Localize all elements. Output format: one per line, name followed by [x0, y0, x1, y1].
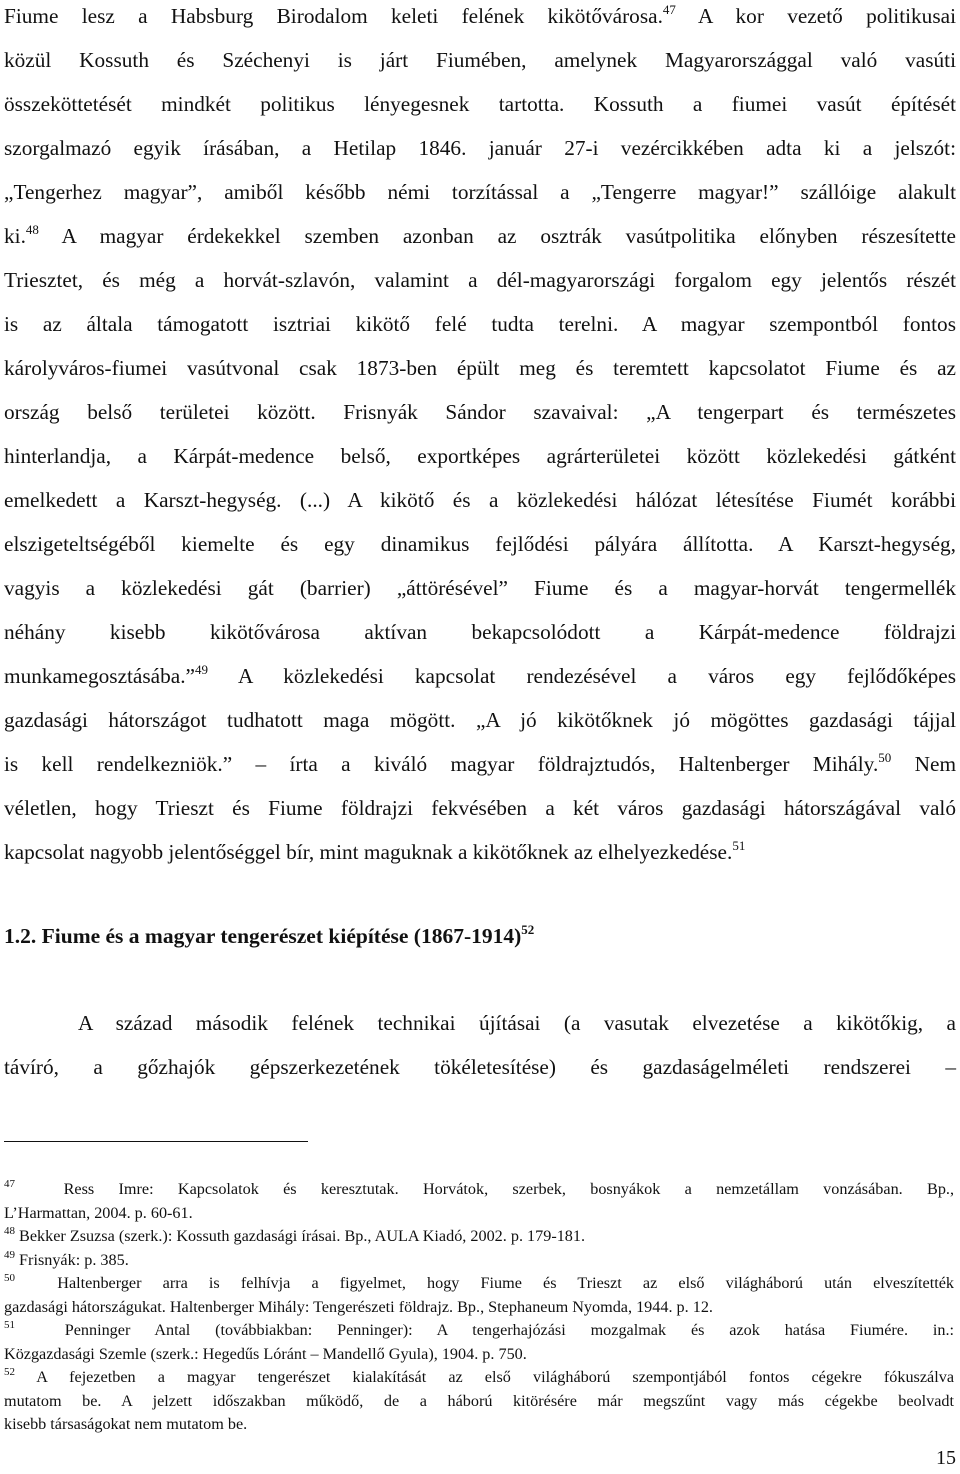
footnote: $^{47}$ Ress Imre: Kapcsolatok és keresztutak. Horvátok, szerbek, bosnyákok a nemzetállam vonzásában. Bp.,	[4, 1178, 955, 1198]
footnote-line: Közgazdasági Szemle (szerk.: Hegedűs Lóránt – Mandellő Gyula), 1904. p. 750.	[4, 1344, 527, 1363]
body-line: összeköttetését mindkét politikus lényegesnek tartotta. Kossuth a fiumei vasút építését	[4, 92, 956, 116]
body-line: munkamegosztásába.”$^{49}$ A közlekedési kapcsolat rendezésével a város egy fejlődőképes	[4, 662, 956, 688]
footnote-ref[interactable]: 47	[662, 2, 676, 17]
body-line: ország belső területei között. Frisnyák Sándor szavaival: „A tengerpart és természetes	[4, 400, 956, 424]
footnote: $^{51}$ Penninger Antal (továbbiakban: Penninger): A tengerhajózási mozgalmak és azok hatása Fiumére. in.:	[4, 1319, 954, 1339]
section-heading: 1.2. Fiume és a magyar tengerészet kiépítése (1867-1914)$^{52}$	[4, 922, 535, 948]
footnote: $^{48}$ Bekker Zsuzsa (szerk.): Kossuth gazdasági írásai. Bp., AULA Kiadó, 2002. p. 179-181.	[4, 1225, 586, 1245]
footnote-ref[interactable]: 50	[878, 750, 892, 765]
body-paragraph	[4, 0, 956, 874]
body-line: A század második felének technikai újításai (a vasutak elvezetése a kikötőkig, a	[78, 1011, 956, 1035]
body-paragraph-2	[4, 1001, 956, 1089]
footnote: $^{52}$ A fejezetben a magyar tengerészet kialakítását az első világháború szempontjából fontos cégekre fókuszálva	[4, 1366, 954, 1386]
footnote-ref[interactable]: 52	[521, 922, 535, 937]
body-line: ki.$^{48}$ A magyar érdekekkel szemben azonban az osztrák vasútpolitika előnyben részesítette	[4, 222, 956, 248]
footnote-line: kisebb társaságokat nem mutatom be.	[4, 1415, 248, 1433]
body-line: Triesztet, és még a horvát-szlavón, valamint a dél-magyarországi forgalom egy jelentős részét	[4, 268, 956, 292]
footnote: $^{49}$ Frisnyák: p. 385.	[4, 1248, 129, 1269]
footnote: $^{50}$ Haltenberger arra is felhívja a figyelmet, hogy Fiume és Trieszt az első világháború után elveszítették	[4, 1272, 955, 1292]
footnote-separator	[4, 1141, 308, 1142]
body-line: néhány kisebb kikötővárosa aktívan bekapcsolódott a Kárpát-medence földrajzi	[4, 620, 956, 644]
body-line: emelkedett a Karszt-hegység. (...) A kikötő és a közlekedési hálózat létesítése Fiumét korábbi	[4, 488, 956, 512]
body-line: vagyis a közlekedési gát (barrier) „áttörésével” Fiume és a magyar-horvát tengermellék	[4, 576, 956, 600]
body-line: károlyváros-fiumei vasútvonal csak 1873-ben épült meg és teremtett kapcsolatot Fiume és az	[4, 356, 956, 380]
footnote-line: L’Harmattan, 2004. p. 60-61.	[4, 1203, 193, 1222]
footnote-line: mutatom be. A jelzett időszakban működő, de a háború kitörésére már megszűnt vagy más cégekbe beolvadt	[4, 1391, 954, 1410]
body-line: is kell rendelkezniök.” – írta a kiváló magyar földrajztudós, Haltenberger Mihály.$^{50}$ Nem	[4, 750, 957, 776]
footnote-ref[interactable]: 49	[195, 662, 209, 677]
body-line: szorgalmazó egyik írásában, a Hetilap 1846. január 27-i vezércikkében adta ki a jelszót:	[4, 136, 956, 160]
footnotes	[4, 1178, 954, 1437]
page-number: 15	[936, 1447, 956, 1469]
footnote-line: gazdasági hátországukat. Haltenberger Mihály: Tengerészeti földrajz. Bp., Stephaneum Nyomda, 1944. p. 12.	[4, 1297, 713, 1316]
body-line: gazdasági hátországot tudhatott maga mögött. „A jó kikötőknek jó mögöttes gazdasági tájjal	[4, 708, 956, 732]
footnote-ref[interactable]: 48	[25, 222, 39, 237]
body-line: is az általa támogatott isztriai kikötő felé tudta terelni. A magyar szempontból fontos	[4, 312, 956, 336]
body-line: közül Kossuth és Széchenyi is járt Fiumében, amelynek Magyarországgal való vasúti	[4, 48, 956, 72]
footnote-ref[interactable]: 51	[732, 838, 746, 853]
body-line: kapcsolat nagyobb jelentőséggel bír, mint maguknak a kikötőknek az elhelyezkedése.$^{51}$	[4, 838, 746, 864]
body-line: hinterlandja, a Kárpát-medence belső, exportképes agrárterületei között közlekedési gátként	[4, 444, 956, 468]
body-line: „Tengerhez magyar”, amiből később némi torzítással a „Tengerre magyar!” szállóige alakult	[4, 180, 956, 204]
body-line: távíró, a gőzhajók gépszerkezetének tökéletesítése) és gazdaságelméleti rendszerei –	[4, 1055, 956, 1079]
body-line: elszigeteltségéből kiemelte és egy dinamikus fejlődési pályára állította. A Karszt-hegység,	[4, 532, 956, 556]
body-line: véletlen, hogy Trieszt és Fiume földrajzi fekvésében a két város gazdasági hátországával való	[4, 796, 956, 820]
body-line: Fiume lesz a Habsburg Birodalom keleti felének kikötővárosa.$^{47}$ A kor vezető politikusai	[4, 2, 956, 28]
